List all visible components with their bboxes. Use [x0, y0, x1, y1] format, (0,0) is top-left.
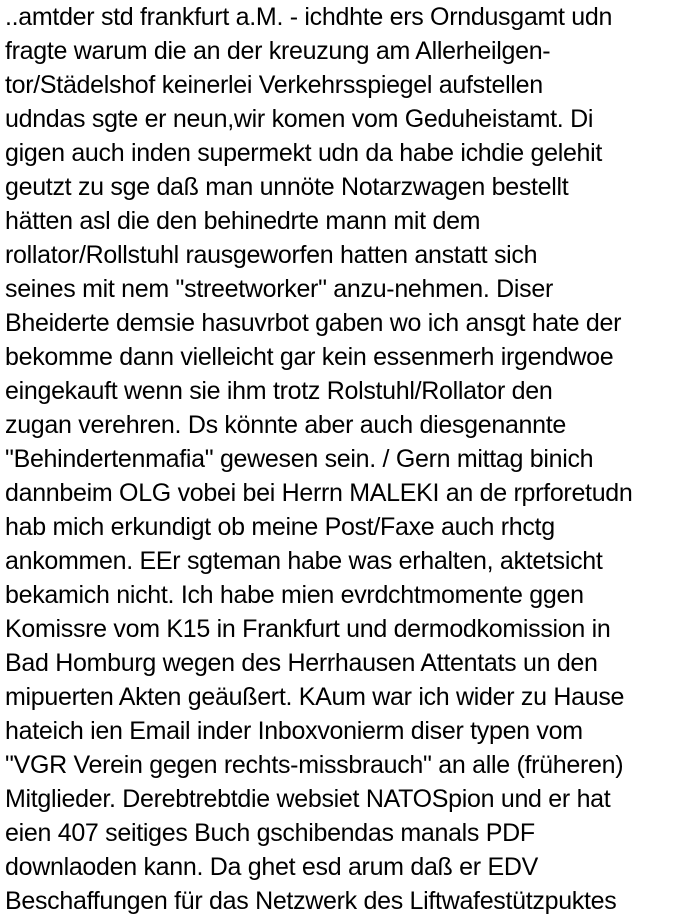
text-line: udndas sgte er neun,wir komen vom Geduheistamt. Di [5, 105, 594, 133]
text-line: hab mich erkundigt ob meine Post/Faxe auch rhctg [5, 513, 555, 541]
text-line: tor/Städelshof keinerlei Verkehrsspiegel aufstellen [5, 71, 543, 99]
text-line: eingekauft wenn sie ihm trotz Rolstuhl/Rollator den [5, 377, 553, 405]
text-line: mipuerten Akten geäußert. KAum war ich wider zu Hause [5, 683, 625, 711]
text-line: bekamich nicht. Ich habe mien evrdchtmomente ggen [5, 581, 584, 609]
text-line: seines mit nem "streetworker" anzu-nehmen. Diser [5, 275, 554, 303]
text-line: ..amtder std frankfurt a.M. - ichdhte ers Orndusgamt udn [5, 3, 613, 31]
text-line: rollator/Rollstuhl rausgeworfen hatten anstatt sich [5, 241, 538, 269]
text-line: bekomme dann vielleicht gar kein essenmerh irgendwoe [5, 343, 614, 371]
text-line: gigen auch inden supermekt udn da habe ichdie gelehit [5, 139, 603, 167]
text-line: Komissre vom K15 in Frankfurt und dermodkomission in [5, 615, 611, 643]
text-line: "Behindertenmafia" gewesen sein. / Gern mittag binich [5, 445, 594, 473]
text-line: ankommen. EEr sgteman habe was erhalten, aktetsicht [5, 547, 603, 575]
text-line: geutzt zu sge daß man unnöte Notarzwagen bestellt [5, 173, 569, 201]
text-line: eien 407 seitiges Buch gschibendas manals PDF [5, 819, 535, 847]
text-line: hateich ien Email inder Inboxvonierm diser typen vom [5, 717, 583, 745]
text-line: Mitglieder. Derebtrebtdie websiet NATOSpion und er hat [5, 785, 611, 813]
text-line: fragte warum die an der kreuzung am Allerheilgen- [5, 37, 551, 65]
text-line: hätten asl die den behinedrte mann mit dem [5, 207, 481, 235]
text-line: zugan verehren. Ds könnte aber auch diesgenannte [5, 411, 567, 439]
text-line: dannbeim OLG vobei bei Herrn MALEKI an de rprforetudn [5, 479, 633, 507]
text-line: downlaoden kann. Da ghet esd arum daß er EDV [5, 853, 538, 881]
text-line: "VGR Verein gegen rechts-missbrauch" an alle (früheren) [5, 751, 624, 779]
text-line: Bad Homburg wegen des Herrhausen Attentats un den [5, 649, 598, 677]
text-line: Bheiderte demsie hasuvrbot gaben wo ich ansgt hate der [5, 309, 622, 337]
text-line: Beschaffungen für das Netzwerk des Liftwafestützpuktes [5, 887, 617, 915]
